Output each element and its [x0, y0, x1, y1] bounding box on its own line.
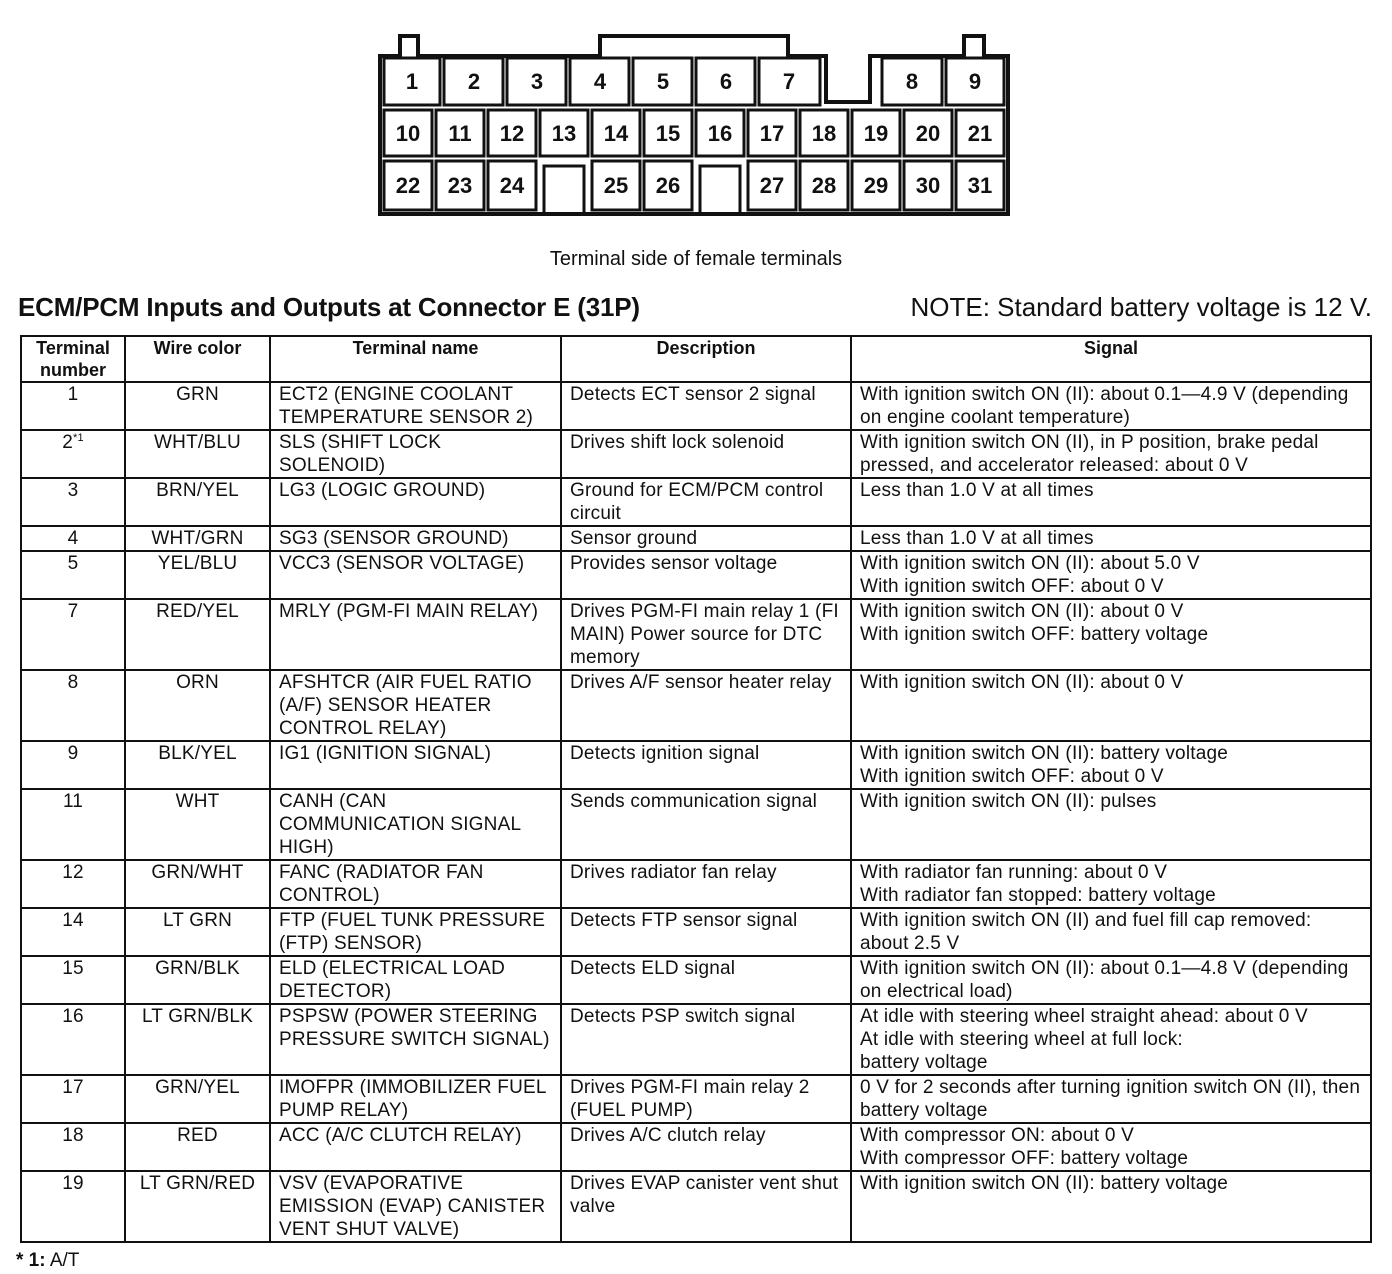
pin-label: 15	[655, 121, 681, 146]
pin-label: 18	[811, 121, 837, 146]
pin-label: 27	[759, 173, 785, 198]
terminal-number: 12	[62, 862, 84, 883]
cell-description: Drives radiator fan relay	[561, 860, 851, 908]
cell-signal: 0 V for 2 seconds after turning ignition switch ON (II), then battery voltage	[851, 1075, 1371, 1123]
pin-label: 12	[499, 121, 525, 146]
cell-terminal-name: LG3 (LOGIC GROUND)	[270, 478, 561, 526]
pin-label: 17	[759, 121, 785, 146]
table-header-row	[21, 336, 1371, 382]
cell-signal: With ignition switch ON (II) and fuel fill cap removed: about 2.5 V	[851, 908, 1371, 956]
pin-label: 6	[719, 69, 733, 94]
connector-diagram	[0, 0, 1392, 240]
footnote-text: A/T	[49, 1250, 80, 1271]
pin-label: 1	[405, 69, 419, 94]
cell-wire-color: GRN/BLK	[125, 956, 270, 1004]
cell-terminal-number	[21, 789, 125, 860]
terminal-number: 11	[62, 791, 84, 812]
pin-label: 8	[905, 69, 919, 94]
footnote-mark: * 1:	[16, 1250, 46, 1271]
cell-description: Provides sensor voltage	[561, 551, 851, 599]
pin-label: 19	[863, 121, 889, 146]
cell-terminal-name: PSPSW (POWER STEERING PRESSURE SWITCH SIGNAL)	[270, 1004, 561, 1075]
header-signal: Signal	[851, 336, 1371, 382]
cell-terminal-name: IG1 (IGNITION SIGNAL)	[270, 741, 561, 789]
pin-label: 31	[967, 173, 993, 198]
table-row	[21, 526, 1371, 551]
cell-wire-color: GRN/YEL	[125, 1075, 270, 1123]
terminal-number: 1	[67, 384, 79, 405]
header-terminal-name: Terminal name	[270, 336, 561, 382]
cell-signal: With radiator fan running: about 0 V With radiator fan stopped: battery voltage	[851, 860, 1371, 908]
cell-description: Sensor ground	[561, 526, 851, 551]
pin-label: 21	[967, 121, 993, 146]
cell-signal: At idle with steering wheel straight ahead: about 0 V At idle with steering wheel at full lock: battery voltage	[851, 1004, 1371, 1075]
cell-terminal-name: SLS (SHIFT LOCK SOLENOID)	[270, 430, 561, 478]
cell-signal: With ignition switch ON (II): battery voltage	[851, 1171, 1371, 1242]
pin-label: 13	[551, 121, 577, 146]
cell-terminal-number	[21, 526, 125, 551]
cell-wire-color: BRN/YEL	[125, 478, 270, 526]
cell-description: Drives A/F sensor heater relay	[561, 670, 851, 741]
table-row	[21, 1123, 1371, 1171]
table-row	[21, 741, 1371, 789]
pin-label: 14	[603, 121, 629, 146]
cell-wire-color: LT GRN/BLK	[125, 1004, 270, 1075]
terminal-number: 17	[62, 1077, 84, 1098]
cell-terminal-number	[21, 1171, 125, 1242]
cell-signal: With ignition switch ON (II): pulses	[851, 789, 1371, 860]
header-description: Description	[561, 336, 851, 382]
cell-wire-color: LT GRN	[125, 908, 270, 956]
table-row	[21, 1171, 1371, 1242]
pin-label: 20	[915, 121, 941, 146]
cell-wire-color: GRN	[125, 382, 270, 430]
cell-terminal-name: FANC (RADIATOR FAN CONTROL)	[270, 860, 561, 908]
cell-terminal-name: CANH (CAN COMMUNICATION SIGNAL HIGH)	[270, 789, 561, 860]
pin-label: 28	[811, 173, 837, 198]
cell-signal: With compressor ON: about 0 V With compressor OFF: battery voltage	[851, 1123, 1371, 1171]
diagram-caption: Terminal side of female terminals	[549, 248, 843, 270]
terminal-number: 19	[62, 1173, 84, 1194]
cell-terminal-number	[21, 478, 125, 526]
table-row	[21, 956, 1371, 1004]
pin-label: 5	[656, 69, 670, 94]
cell-terminal-name: VSV (EVAPORATIVE EMISSION (EVAP) CANISTER VENT SHUT VALVE)	[270, 1171, 561, 1242]
header-terminal-number: Terminal number	[21, 336, 125, 382]
cell-wire-color: RED/YEL	[125, 599, 270, 670]
cell-wire-color: BLK/YEL	[125, 741, 270, 789]
cell-terminal-number	[21, 551, 125, 599]
terminal-number: 7	[67, 601, 79, 622]
cell-wire-color: WHT/GRN	[125, 526, 270, 551]
cell-signal: Less than 1.0 V at all times	[851, 526, 1371, 551]
cell-terminal-name: VCC3 (SENSOR VOLTAGE)	[270, 551, 561, 599]
terminal-number: 2	[62, 432, 73, 453]
terminal-number: 5	[67, 553, 79, 574]
table-row	[21, 670, 1371, 741]
cell-wire-color: WHT/BLU	[125, 430, 270, 478]
table-row	[21, 789, 1371, 860]
cell-terminal-number	[21, 382, 125, 430]
cell-wire-color: LT GRN/RED	[125, 1171, 270, 1242]
cell-terminal-name: ACC (A/C CLUTCH RELAY)	[270, 1123, 561, 1171]
cell-terminal-number	[21, 860, 125, 908]
table-row	[21, 478, 1371, 526]
pin-label: 4	[593, 69, 607, 94]
cell-terminal-number	[21, 1075, 125, 1123]
pin-label: 11	[448, 121, 472, 146]
pin-label: 26	[655, 173, 681, 198]
cell-terminal-number	[21, 741, 125, 789]
page-title: ECM/PCM Inputs and Outputs at Connector E (31P)	[18, 292, 640, 322]
pin-label: 22	[395, 173, 421, 198]
table-row	[21, 908, 1371, 956]
cell-signal: With ignition switch ON (II): about 0.1—4.8 V (depending on electrical load)	[851, 956, 1371, 1004]
table-row	[21, 1075, 1371, 1123]
cell-signal: With ignition switch ON (II): battery voltage With ignition switch OFF: about 0 V	[851, 741, 1371, 789]
cell-signal: With ignition switch ON (II): about 5.0 V With ignition switch OFF: about 0 V	[851, 551, 1371, 599]
table-row	[21, 599, 1371, 670]
cell-description: Ground for ECM/PCM control circuit	[561, 478, 851, 526]
terminal-number: 4	[67, 528, 79, 549]
cell-terminal-name: MRLY (PGM-FI MAIN RELAY)	[270, 599, 561, 670]
terminal-number: 18	[62, 1125, 84, 1146]
cell-description: Detects FTP sensor signal	[561, 908, 851, 956]
cell-wire-color: GRN/WHT	[125, 860, 270, 908]
pin-label: 30	[915, 173, 941, 198]
cell-signal: With ignition switch ON (II): about 0.1—4.9 V (depending on engine coolant temperature)	[851, 382, 1371, 430]
pin-label: 29	[863, 173, 889, 198]
pin-label: 7	[782, 69, 796, 94]
cell-description: Drives PGM-FI main relay 1 (FI MAIN) Power source for DTC memory	[561, 599, 851, 670]
terminal-number: 15	[62, 958, 84, 979]
cell-terminal-name: AFSHTCR (AIR FUEL RATIO (A/F) SENSOR HEATER CONTROL RELAY)	[270, 670, 561, 741]
footnote-reference: *1	[72, 432, 84, 444]
cell-wire-color: WHT	[125, 789, 270, 860]
cell-description: Drives EVAP canister vent shut valve	[561, 1171, 851, 1242]
table-row	[21, 1004, 1371, 1075]
cell-terminal-name: ECT2 (ENGINE COOLANT TEMPERATURE SENSOR 2)	[270, 382, 561, 430]
cell-wire-color: ORN	[125, 670, 270, 741]
cell-description: Drives A/C clutch relay	[561, 1123, 851, 1171]
table-row	[21, 430, 1371, 478]
pin-label: 3	[530, 69, 544, 94]
terminal-table	[20, 335, 1372, 1243]
cell-wire-color: YEL/BLU	[125, 551, 270, 599]
cell-terminal-number	[21, 599, 125, 670]
cell-description: Drives PGM-FI main relay 2 (FUEL PUMP)	[561, 1075, 851, 1123]
header-wire-color: Wire color	[125, 336, 270, 382]
terminal-number: 8	[67, 672, 79, 693]
cell-description: Detects PSP switch signal	[561, 1004, 851, 1075]
cell-terminal-number	[21, 956, 125, 1004]
cell-description: Detects ignition signal	[561, 741, 851, 789]
pin-label: 16	[707, 121, 733, 146]
cell-terminal-name: IMOFPR (IMMOBILIZER FUEL PUMP RELAY)	[270, 1075, 561, 1123]
cell-terminal-name: ELD (ELECTRICAL LOAD DETECTOR)	[270, 956, 561, 1004]
table-row	[21, 551, 1371, 599]
terminal-number: 14	[62, 910, 84, 931]
footnote	[16, 1250, 79, 1272]
cell-terminal-number	[21, 1123, 125, 1171]
cell-signal: With ignition switch ON (II): about 0 V With ignition switch OFF: battery voltage	[851, 599, 1371, 670]
table-row	[21, 382, 1371, 430]
terminal-number: 9	[67, 743, 79, 764]
pin-label: 25	[603, 173, 629, 198]
terminal-number: 3	[67, 480, 79, 501]
cell-terminal-number	[21, 908, 125, 956]
cell-signal: With ignition switch ON (II): about 0 V	[851, 670, 1371, 741]
cell-description: Sends communication signal	[561, 789, 851, 860]
pin-label: 10	[395, 121, 421, 146]
cell-description: Drives shift lock solenoid	[561, 430, 851, 478]
cell-signal: Less than 1.0 V at all times	[851, 478, 1371, 526]
pin-label: 9	[968, 69, 982, 94]
voltage-note: NOTE: Standard battery voltage is 12 V.	[910, 292, 1372, 322]
cell-terminal-number	[21, 1004, 125, 1075]
table-row	[21, 860, 1371, 908]
cell-terminal-name: SG3 (SENSOR GROUND)	[270, 526, 561, 551]
cell-wire-color: RED	[125, 1123, 270, 1171]
terminal-number: 16	[62, 1006, 84, 1027]
pin-label: 2	[467, 69, 481, 94]
cell-terminal-number	[21, 430, 125, 478]
pin-label: 24	[499, 173, 525, 198]
cell-terminal-number	[21, 670, 125, 741]
cell-description: Detects ELD signal	[561, 956, 851, 1004]
cell-signal: With ignition switch ON (II), in P position, brake pedal pressed, and accelerator released: about 0 V	[851, 430, 1371, 478]
pin-label: 23	[447, 173, 473, 198]
terminal-rows	[21, 382, 1371, 1242]
cell-terminal-name: FTP (FUEL TUNK PRESSURE (FTP) SENSOR)	[270, 908, 561, 956]
cell-description: Detects ECT sensor 2 signal	[561, 382, 851, 430]
